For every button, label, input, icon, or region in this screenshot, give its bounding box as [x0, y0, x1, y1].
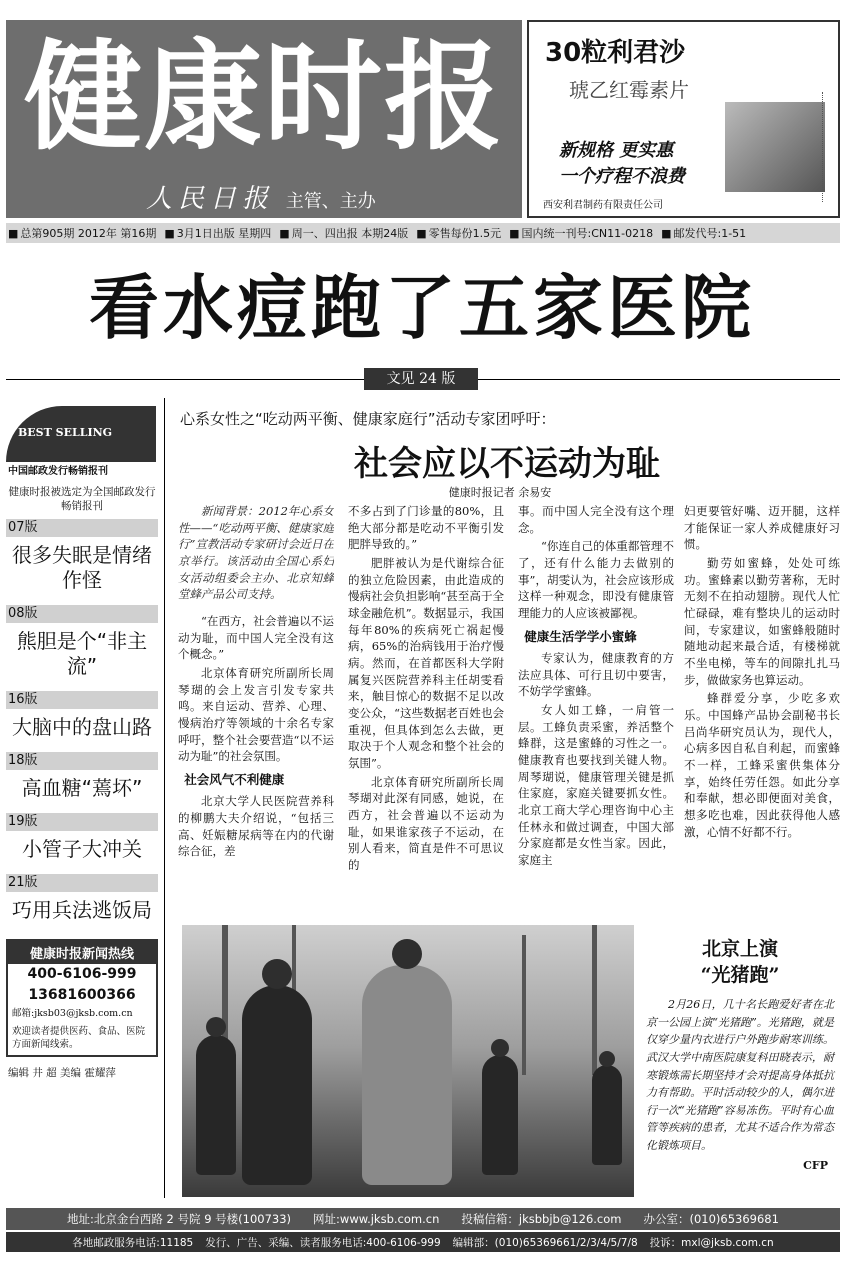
toc-page: 19版 — [6, 813, 158, 831]
publisher-line — [146, 178, 376, 215]
subheading: 社会风气不利健康 — [184, 772, 285, 788]
caption-title-line-1: 北京上演 — [701, 938, 778, 960]
runners-photo[interactable] — [182, 925, 634, 1197]
paragraph: 妇更要管好嘴、迈开腿，这样才能保证一家人养成健康好习惯。 — [684, 504, 840, 552]
toc-title[interactable]: 大脑中的盘山路 — [12, 715, 152, 740]
publisher-logo: 人民日报 — [146, 184, 275, 214]
toc-title[interactable]: 巧用兵法逃饭局 — [12, 898, 152, 923]
issue-price: ■ 零售每份1.5元 — [416, 225, 501, 241]
paragraph: 北京大学人民医院营养科的柳鹏大夫介绍说，“包括三高、妊娠糖尿病等在内的代谢综合征，差 — [178, 794, 334, 859]
sidebar-note: 健康时报被选定为全国邮政发行畅销报刊 — [8, 486, 156, 512]
issue-postal-code: ■ 邮发代号:1-51 — [661, 225, 746, 241]
toc-item[interactable] — [6, 874, 158, 929]
footer-services — [6, 1232, 840, 1252]
publisher-role: 主管、主办 — [285, 191, 376, 212]
hotline-email[interactable]: 邮箱:jksb03@jksb.com.cn — [12, 1007, 133, 1019]
article-column — [178, 503, 334, 903]
article-body — [178, 503, 840, 903]
paragraph: 不多占到了门诊量的80%，且绝大部分都是吃动不平衡引发肥胖导致的。” — [348, 504, 504, 552]
footer-editorial-phone: 编辑部：(010)65369661/2/3/4/5/7/8 — [452, 1236, 638, 1249]
toc-title[interactable]: 很多失眠是情绪作怪 — [12, 543, 152, 593]
paragraph: 女人如工蜂，一肩管一层。工蜂负责采蜜，养活整个蜂群，这是蜜蜂的习性之一。健康教育也要找到关键人物。周琴瑚说，健康管理关键是抓住家庭，家庭关键要抓女性。北京工商大学心理咨询中心主任林永和做过调查，中国大部分家庭都是女性当家。因此，家庭主 — [518, 702, 674, 867]
toc-page: 07版 — [6, 519, 158, 537]
runner-figure — [196, 1035, 236, 1175]
toc-page: 18版 — [6, 752, 158, 770]
subheading: 健康生活学学小蜜蜂 — [524, 628, 637, 644]
caption-title — [640, 937, 840, 988]
hotline-phone-1[interactable]: 400-6106-999 — [27, 966, 137, 983]
footer-postal-phone: 各地邮政服务电话:11185 — [72, 1236, 194, 1249]
photo-credit: CFP — [803, 1158, 828, 1172]
newspaper-title: 健康时报 — [24, 28, 505, 166]
footer-office-phone: 办公室：(010)65369681 — [643, 1212, 779, 1226]
article-kicker: 心系女性之“吃动两平衡、健康家庭行”活动专家团呼吁： — [180, 410, 556, 428]
runner-figure — [592, 1065, 622, 1165]
toc-item[interactable] — [6, 519, 158, 599]
news-hotline-box — [6, 939, 158, 1057]
caption-text: 2月26日，几十名长跑爱好者在北京一公园上演“光猪跑”。光猪跑，就是仅穿少量内衣进行户外跑步耐寒训练。武汉大学中南医院康复科田晓表示，耐寒锻炼需长期坚持才会对提高身体抵抗力有帮助。平时活动较少的人，偶尔进行一次“光猪跑”容易冻伤。平时有心血管等疾病的患者，尤其不适合作为常态化锻炼项目。 — [646, 998, 834, 1153]
toc-page: 08版 — [6, 605, 158, 623]
footer-service-phone: 发行、广告、采编、读者服务电话:400-6106-999 — [205, 1236, 441, 1249]
column-divider — [164, 398, 165, 1198]
toc-page: 16版 — [6, 691, 158, 709]
hotline-title: 健康时报新闻热线 — [8, 941, 156, 964]
footer-address: 地址:北京金台西路 2 号院 9 号楼(100733) — [67, 1212, 292, 1226]
postal-logo-name: 中国邮政发行畅销报刊 — [8, 466, 108, 477]
editor-credits: 编辑 井 超 美编 霍耀萍 — [8, 1066, 116, 1079]
ad-company: 西安利君制药有限责任公司 — [543, 200, 663, 211]
footer-website[interactable]: 网址:www.jksb.com.cn — [313, 1212, 440, 1226]
tree-trunk — [592, 925, 597, 1075]
ad-side-text — [822, 92, 832, 202]
ad-slogan-2: 一个疗程不浪费 — [559, 166, 685, 187]
issue-cn-number: ■ 国内统一刊号:CN11-0218 — [509, 225, 653, 241]
toc-item[interactable] — [6, 605, 158, 685]
toc-item[interactable] — [6, 691, 158, 746]
footer-contacts — [6, 1208, 840, 1230]
caption-title-line-2: “光猪跑” — [700, 963, 780, 986]
runner-figure — [362, 965, 452, 1185]
ad-product-image — [725, 102, 825, 192]
runner-figure — [482, 1055, 518, 1175]
issue-info-bar — [6, 223, 840, 243]
toc-title[interactable]: 熊胆是个“非主流” — [16, 629, 148, 679]
issue-number: ■ 总第905期 2012年 第16期 — [8, 225, 156, 241]
top-advertisement[interactable] — [527, 20, 840, 218]
toc-title[interactable]: 小管子大冲关 — [22, 837, 142, 862]
masthead — [6, 20, 522, 218]
sidebar — [6, 398, 158, 1198]
footer-complaint-email[interactable]: 投诉：mxl@jksb.com.cn — [649, 1236, 774, 1249]
paragraph: 北京体育研究所副所长周琴瑚的会上发言引发专家共鸣。来自运动、营养、心理、慢病治疗等领域的十余名专家呼吁，整个社会要营造“以不运动为耻”的社会氛围。 — [178, 666, 334, 764]
paragraph: “你连自己的体重都管理不了，还有什么能力去做别的事”，胡雯认为，社会应该形成这样一种观念，即没有健康管理能力的人应该被鄙视。 — [518, 539, 674, 621]
footer-submit-email[interactable]: 投稿信箱：jksbbjb@126.com — [461, 1212, 622, 1226]
paragraph: 专家认为，健康教育的方法应具体、可行且切中要害，不妨学学蜜蜂。 — [518, 650, 674, 699]
best-selling-badge: BEST SELLING — [6, 406, 156, 462]
issue-schedule: ■ 周一、四出报 本期24版 — [279, 225, 408, 241]
toc-item[interactable] — [6, 752, 158, 807]
paragraph: 勤劳如蜜蜂，处处可练功。蜜蜂素以勤劳著称，无时无刻不在拍动翅膀。现代人忙忙碌碌，难有整块儿的运动时间，专家建议，如蜜蜂般随时随地动起来最合适，有楼梯就不坐电梯，等车的间隙扎扎马步，做做家务也算运动。 — [684, 556, 840, 687]
headline-page-ref[interactable]: 文见 24 版 — [364, 368, 478, 390]
article-column — [518, 503, 674, 903]
article-byline: 健康时报记者 余易安 — [448, 486, 552, 499]
toc-page: 21版 — [6, 874, 158, 892]
paragraph: 蜂群爱分享，少吃多欢乐。中国蜂产品协会副秘书长吕尚华研究员认为，现代人，心病多因自私自利起，而蜜蜂不一样，工蜂采蜜供集体分享，始终任劳任怨。如此分享和奉献，想必即便面对美食，想多吃也难，因此获得他人感激，心情不好都不行。 — [684, 691, 840, 839]
toc-item[interactable] — [6, 813, 158, 868]
paragraph: 肥胖被认为是代谢综合征的独立危险因素，由此造成的慢病社会负担影响“甚至高于全球金融危机”。数据显示，我国每年80%的疾病死亡祸起慢病，65%的治病钱用于治疗慢病。然而，在首都医科大学附属复兴医院营养科主任胡雯看来，触目惊心的数据不足以改变公众，“这些数据老百姓也会重视，但具体到怎么去做，更取决于个人观念和整个社会的氛围”。 — [348, 556, 504, 771]
news-background: 新闻背景：2012年心系女性——“吃动两平衡、健康家庭行”宣教活动专家研讨会近日在京举行。该活动由全国心系妇女活动组委会主办、北京知蜂堂蜂产品公司支持。 — [178, 504, 334, 602]
photo-caption — [640, 925, 840, 1197]
ad-slogan-1: 新规格 更实惠 — [559, 140, 674, 161]
paragraph: 事。而中国人完全没有这个理念。 — [518, 504, 674, 535]
issue-date: ■ 3月1日出版 星期四 — [164, 225, 271, 241]
postal-logo — [6, 398, 158, 484]
runner-figure — [242, 985, 312, 1185]
paragraph: “在西方，社会普遍以不运动为耻，而中国人完全没有这个概念。” — [178, 614, 334, 662]
ad-headline: 30粒利君沙 — [545, 38, 686, 68]
toc-title[interactable]: 高血糖“蔫坏” — [21, 776, 143, 801]
article-title[interactable]: 社会应以不运动为耻 — [354, 444, 660, 484]
main-headline[interactable]: 看水痘跑了五家医院 — [89, 267, 755, 349]
article-column — [348, 503, 504, 903]
hotline-phone-2[interactable]: 13681600366 — [28, 987, 136, 1004]
article-column — [684, 503, 840, 903]
paragraph: 北京体育研究所副所长周琴瑚对此深有同感，她说，在西方，社会普遍以不运动为耻，如果谁家孩子不运动，在别人看来，简直是件不可思议的 — [348, 774, 504, 873]
ad-drug-name: 琥乙红霉素片 — [569, 78, 689, 102]
hotline-welcome: 欢迎读者提供医药、食品、医院方面新闻线索。 — [12, 1026, 146, 1050]
tree-trunk — [522, 935, 526, 1075]
